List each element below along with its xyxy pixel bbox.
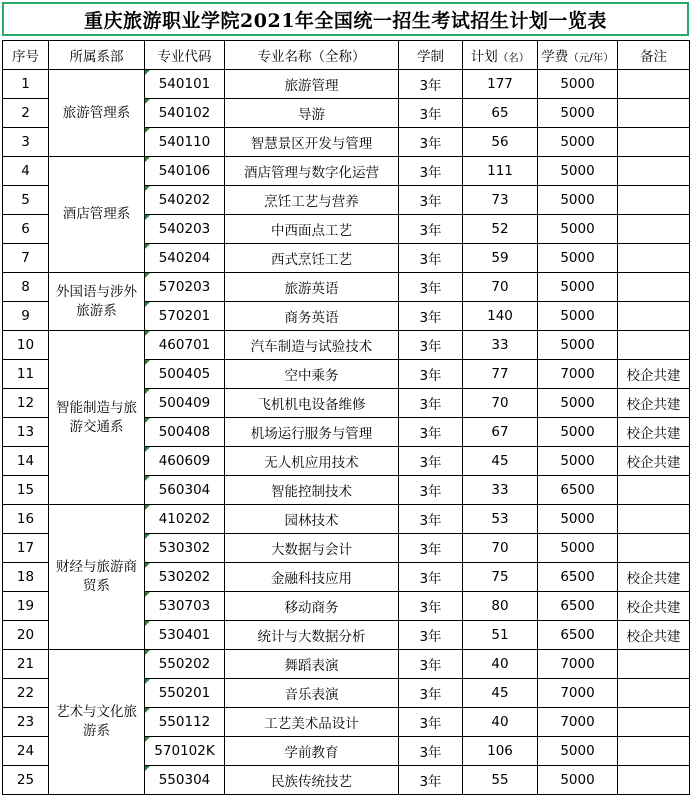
header-plan[interactable]	[463, 41, 538, 70]
cell-major[interactable]: 统计与大数据分析	[225, 621, 399, 650]
cell-code[interactable]: 570102K	[145, 737, 225, 766]
cell-fee[interactable]: 7000	[538, 650, 618, 679]
cell-major[interactable]: 西式烹饪工艺	[225, 244, 399, 273]
cell-major[interactable]: 中西面点工艺	[225, 215, 399, 244]
cell-no[interactable]: 5	[3, 186, 49, 215]
cell-note[interactable]	[618, 505, 690, 534]
cell-note[interactable]: 校企共建	[618, 360, 690, 389]
cell-no[interactable]: 22	[3, 679, 49, 708]
header-row	[3, 41, 690, 70]
table-row	[3, 650, 690, 679]
cell-plan[interactable]: 33	[463, 331, 538, 360]
cell-major[interactable]: 飞机机电设备维修	[225, 389, 399, 418]
cell-code[interactable]: 530202	[145, 563, 225, 592]
cell-no[interactable]: 8	[3, 273, 49, 302]
cell-fee[interactable]: 5000	[538, 70, 618, 99]
cell-plan[interactable]: 52	[463, 215, 538, 244]
cell-no[interactable]: 19	[3, 592, 49, 621]
cell-no[interactable]: 20	[3, 621, 49, 650]
cell-note[interactable]	[618, 128, 690, 157]
cell-plan[interactable]: 45	[463, 447, 538, 476]
cell-plan[interactable]: 40	[463, 650, 538, 679]
cell-dept[interactable]: 外国语与涉外旅游系	[49, 273, 145, 331]
table-row	[3, 331, 690, 360]
cell-years[interactable]: 3年	[399, 563, 463, 592]
cell-years[interactable]: 3年	[399, 621, 463, 650]
table-row	[3, 70, 690, 99]
cell-plan[interactable]: 56	[463, 128, 538, 157]
cell-no[interactable]: 21	[3, 650, 49, 679]
cell-plan[interactable]: 45	[463, 679, 538, 708]
cell-note[interactable]	[618, 476, 690, 505]
cell-note[interactable]	[618, 302, 690, 331]
table-row	[3, 157, 690, 186]
cell-note[interactable]: 校企共建	[618, 389, 690, 418]
cell-years[interactable]: 3年	[399, 534, 463, 563]
cell-code[interactable]: 500409	[145, 389, 225, 418]
cell-major[interactable]: 烹饪工艺与营养	[225, 186, 399, 215]
cell-major[interactable]: 大数据与会计	[225, 534, 399, 563]
cell-plan[interactable]: 59	[463, 244, 538, 273]
cell-no[interactable]: 13	[3, 418, 49, 447]
cell-no[interactable]: 16	[3, 505, 49, 534]
cell-years[interactable]: 3年	[399, 476, 463, 505]
cell-no[interactable]: 14	[3, 447, 49, 476]
cell-no[interactable]: 10	[3, 331, 49, 360]
cell-years[interactable]: 3年	[399, 360, 463, 389]
cell-years[interactable]: 3年	[399, 99, 463, 128]
cell-code[interactable]: 530401	[145, 621, 225, 650]
cell-note[interactable]: 校企共建	[618, 418, 690, 447]
cell-code[interactable]: 540203	[145, 215, 225, 244]
cell-note[interactable]	[618, 99, 690, 128]
cell-note[interactable]: 校企共建	[618, 563, 690, 592]
cell-fee[interactable]: 6500	[538, 563, 618, 592]
cell-plan[interactable]: 70	[463, 273, 538, 302]
cell-code[interactable]: 550304	[145, 766, 225, 795]
sheet-title[interactable]: 重庆旅游职业学院2021年全国统一招生考试招生计划一览表	[2, 2, 689, 36]
cell-major[interactable]: 智慧景区开发与管理	[225, 128, 399, 157]
cell-fee[interactable]: 7000	[538, 679, 618, 708]
cell-code[interactable]: 540202	[145, 186, 225, 215]
cell-years[interactable]: 3年	[399, 592, 463, 621]
cell-years[interactable]: 3年	[399, 186, 463, 215]
cell-years[interactable]: 3年	[399, 331, 463, 360]
cell-dept[interactable]: 酒店管理系	[49, 157, 145, 273]
cell-plan[interactable]: 140	[463, 302, 538, 331]
table-body	[3, 70, 690, 795]
header-fee-label: 学费	[541, 49, 569, 65]
cell-years[interactable]: 3年	[399, 650, 463, 679]
cell-code[interactable]: 570201	[145, 302, 225, 331]
cell-major[interactable]: 汽车制造与试验技术	[225, 331, 399, 360]
cell-code[interactable]: 550112	[145, 708, 225, 737]
cell-fee[interactable]: 5000	[538, 186, 618, 215]
cell-no[interactable]: 18	[3, 563, 49, 592]
cell-no[interactable]: 23	[3, 708, 49, 737]
cell-fee[interactable]: 5000	[538, 447, 618, 476]
cell-code[interactable]: 530302	[145, 534, 225, 563]
cell-fee[interactable]: 5000	[538, 534, 618, 563]
cell-plan[interactable]: 33	[463, 476, 538, 505]
cell-major[interactable]: 舞蹈表演	[225, 650, 399, 679]
cell-no[interactable]: 7	[3, 244, 49, 273]
header-no[interactable]: 序号	[3, 41, 49, 70]
cell-major[interactable]: 金融科技应用	[225, 563, 399, 592]
table-row	[3, 273, 690, 302]
header-years[interactable]: 学制	[399, 41, 463, 70]
cell-plan[interactable]: 177	[463, 70, 538, 99]
cell-plan[interactable]: 75	[463, 563, 538, 592]
cell-note[interactable]	[618, 534, 690, 563]
cell-plan[interactable]: 67	[463, 418, 538, 447]
cell-dept[interactable]: 旅游管理系	[49, 70, 145, 157]
cell-years[interactable]: 3年	[399, 215, 463, 244]
cell-code[interactable]: 530703	[145, 592, 225, 621]
cell-plan[interactable]: 51	[463, 621, 538, 650]
cell-years[interactable]: 3年	[399, 70, 463, 99]
cell-years[interactable]: 3年	[399, 302, 463, 331]
cell-years[interactable]: 3年	[399, 273, 463, 302]
cell-fee[interactable]: 5000	[538, 244, 618, 273]
cell-note[interactable]	[618, 331, 690, 360]
cell-plan[interactable]: 111	[463, 157, 538, 186]
header-dept[interactable]: 所属系部	[49, 41, 145, 70]
cell-no[interactable]: 12	[3, 389, 49, 418]
cell-dept[interactable]: 财经与旅游商贸系	[49, 505, 145, 650]
cell-major[interactable]: 导游	[225, 99, 399, 128]
cell-fee[interactable]: 7000	[538, 360, 618, 389]
cell-code[interactable]: 540204	[145, 244, 225, 273]
cell-plan[interactable]: 53	[463, 505, 538, 534]
cell-note[interactable]	[618, 708, 690, 737]
cell-major[interactable]: 民族传统技艺	[225, 766, 399, 795]
cell-major[interactable]: 移动商务	[225, 592, 399, 621]
cell-no[interactable]: 3	[3, 128, 49, 157]
cell-fee[interactable]: 6500	[538, 592, 618, 621]
cell-major[interactable]: 工艺美术品设计	[225, 708, 399, 737]
cell-fee[interactable]: 5000	[538, 215, 618, 244]
header-note[interactable]: 备注	[618, 41, 690, 70]
cell-no[interactable]: 25	[3, 766, 49, 795]
cell-major[interactable]: 学前教育	[225, 737, 399, 766]
cell-major[interactable]: 机场运行服务与管理	[225, 418, 399, 447]
cell-fee[interactable]: 7000	[538, 708, 618, 737]
cell-major[interactable]: 旅游管理	[225, 70, 399, 99]
cell-fee[interactable]: 6500	[538, 476, 618, 505]
cell-fee[interactable]: 5000	[538, 273, 618, 302]
cell-no[interactable]: 2	[3, 99, 49, 128]
cell-note[interactable]: 校企共建	[618, 447, 690, 476]
cell-major[interactable]: 音乐表演	[225, 679, 399, 708]
cell-no[interactable]: 1	[3, 70, 49, 99]
cell-plan[interactable]: 70	[463, 389, 538, 418]
cell-years[interactable]: 3年	[399, 766, 463, 795]
cell-fee[interactable]: 5000	[538, 331, 618, 360]
cell-code[interactable]: 550201	[145, 679, 225, 708]
cell-major[interactable]: 空中乘务	[225, 360, 399, 389]
cell-plan[interactable]: 40	[463, 708, 538, 737]
cell-code[interactable]: 500405	[145, 360, 225, 389]
cell-fee[interactable]: 5000	[538, 418, 618, 447]
header-plan-label: 计划	[470, 49, 498, 65]
cell-code[interactable]: 570203	[145, 273, 225, 302]
cell-code[interactable]: 460609	[145, 447, 225, 476]
cell-major[interactable]: 无人机应用技术	[225, 447, 399, 476]
cell-plan[interactable]: 70	[463, 534, 538, 563]
cell-note[interactable]: 校企共建	[618, 621, 690, 650]
cell-note[interactable]	[618, 186, 690, 215]
cell-years[interactable]: 3年	[399, 447, 463, 476]
cell-note[interactable]	[618, 273, 690, 302]
cell-no[interactable]: 6	[3, 215, 49, 244]
cell-plan[interactable]: 80	[463, 592, 538, 621]
cell-major[interactable]: 园林技术	[225, 505, 399, 534]
cell-no[interactable]: 24	[3, 737, 49, 766]
cell-years[interactable]: 3年	[399, 505, 463, 534]
cell-note[interactable]	[618, 737, 690, 766]
cell-note[interactable]	[618, 679, 690, 708]
cell-note[interactable]	[618, 244, 690, 273]
cell-plan[interactable]: 77	[463, 360, 538, 389]
cell-no[interactable]: 15	[3, 476, 49, 505]
cell-no[interactable]: 4	[3, 157, 49, 186]
cell-code[interactable]: 540110	[145, 128, 225, 157]
cell-plan[interactable]: 65	[463, 99, 538, 128]
cell-plan[interactable]: 73	[463, 186, 538, 215]
cell-years[interactable]: 3年	[399, 679, 463, 708]
cell-note[interactable]	[618, 766, 690, 795]
cell-code[interactable]: 500408	[145, 418, 225, 447]
cell-no[interactable]: 9	[3, 302, 49, 331]
header-fee-unit: （元/年）	[568, 52, 614, 64]
header-code[interactable]: 专业代码	[145, 41, 225, 70]
cell-fee[interactable]: 6500	[538, 621, 618, 650]
cell-code[interactable]: 540106	[145, 157, 225, 186]
cell-fee[interactable]: 5000	[538, 389, 618, 418]
header-plan-unit: （名）	[497, 52, 530, 64]
cell-note[interactable]: 校企共建	[618, 592, 690, 621]
cell-fee[interactable]: 5000	[538, 302, 618, 331]
cell-note[interactable]	[618, 215, 690, 244]
cell-years[interactable]: 3年	[399, 418, 463, 447]
cell-dept[interactable]: 艺术与文化旅游系	[49, 650, 145, 795]
cell-fee[interactable]: 5000	[538, 737, 618, 766]
cell-years[interactable]: 3年	[399, 128, 463, 157]
cell-years[interactable]: 3年	[399, 737, 463, 766]
cell-years[interactable]: 3年	[399, 389, 463, 418]
cell-fee[interactable]: 5000	[538, 766, 618, 795]
cell-major[interactable]: 智能控制技术	[225, 476, 399, 505]
cell-note[interactable]	[618, 157, 690, 186]
cell-code[interactable]: 460701	[145, 331, 225, 360]
cell-major[interactable]: 商务英语	[225, 302, 399, 331]
enrollment-plan-table	[2, 40, 690, 795]
cell-years[interactable]: 3年	[399, 708, 463, 737]
cell-years[interactable]: 3年	[399, 244, 463, 273]
cell-fee[interactable]: 5000	[538, 157, 618, 186]
cell-plan[interactable]: 55	[463, 766, 538, 795]
cell-major[interactable]: 旅游英语	[225, 273, 399, 302]
cell-plan[interactable]: 106	[463, 737, 538, 766]
cell-major[interactable]: 酒店管理与数字化运营	[225, 157, 399, 186]
cell-code[interactable]: 410202	[145, 505, 225, 534]
header-fee[interactable]	[538, 41, 618, 70]
cell-no[interactable]: 17	[3, 534, 49, 563]
cell-note[interactable]	[618, 650, 690, 679]
cell-note[interactable]	[618, 70, 690, 99]
cell-years[interactable]: 3年	[399, 157, 463, 186]
cell-no[interactable]: 11	[3, 360, 49, 389]
cell-dept[interactable]: 智能制造与旅游交通系	[49, 331, 145, 505]
cell-code[interactable]: 540101	[145, 70, 225, 99]
cell-fee[interactable]: 5000	[538, 128, 618, 157]
table-row	[3, 505, 690, 534]
cell-fee[interactable]: 5000	[538, 505, 618, 534]
cell-code[interactable]: 550202	[145, 650, 225, 679]
cell-fee[interactable]: 5000	[538, 99, 618, 128]
cell-code[interactable]: 560304	[145, 476, 225, 505]
header-major[interactable]: 专业名称（全称）	[225, 41, 399, 70]
cell-code[interactable]: 540102	[145, 99, 225, 128]
